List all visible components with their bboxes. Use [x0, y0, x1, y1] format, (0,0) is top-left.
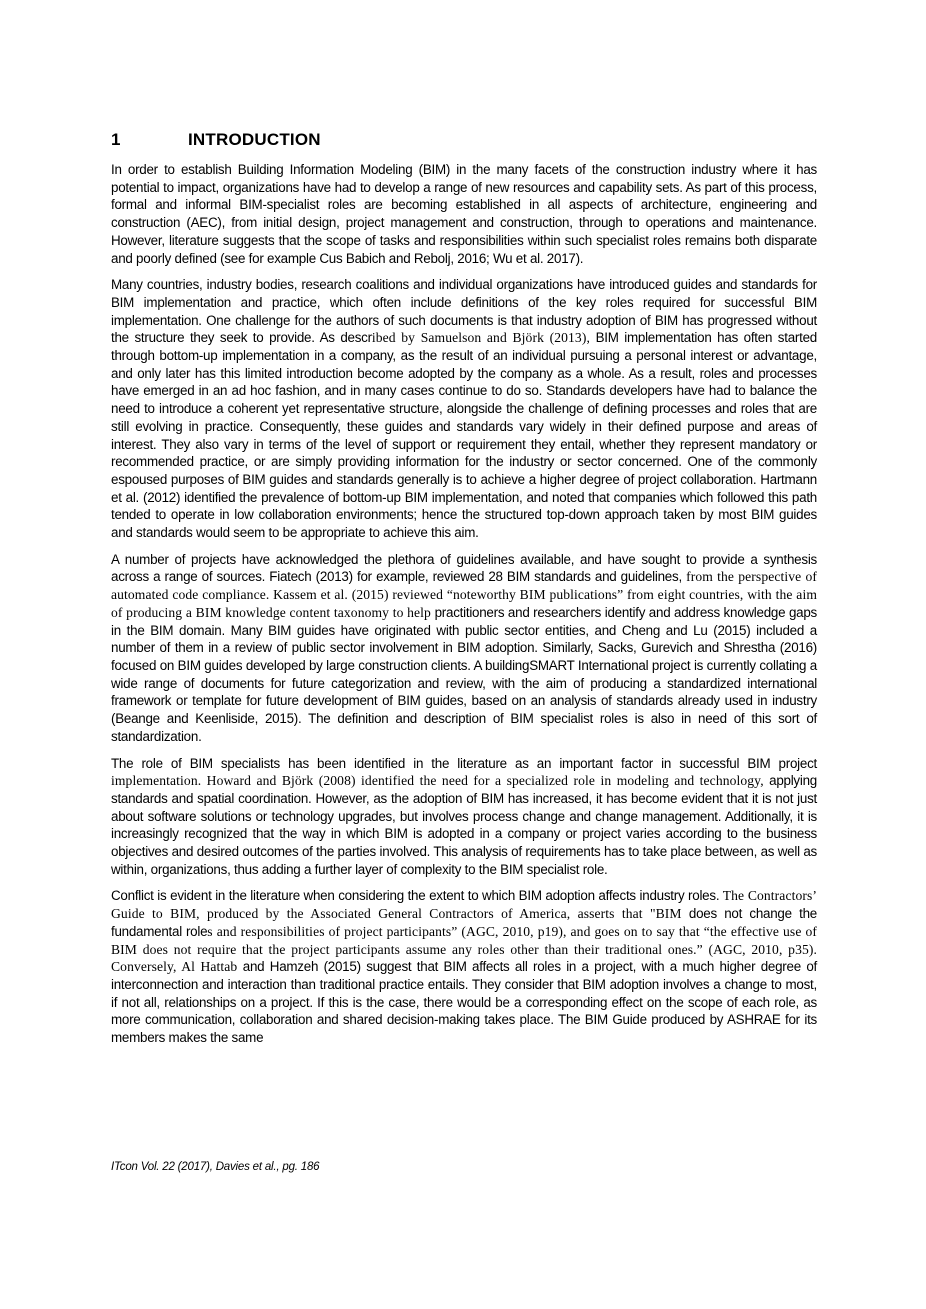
paragraph-5-text-d: s and responsibilities of project participants” (AGC, 2010, p19), and goes on to say that “the effective use of BIM does not require that the project participants assume any roles other than their traditional ones.” (AGC, 2010, p35). Conversely, Al Hattab — [111, 923, 818, 975]
paragraph-4-text-c: applying standards and spatial coordination. However, as the adoption of BIM has increased, it has become evident that it is not just about software solutions or technology upgrades, but involves process change and change management. Additionally, it is increasingly recognized that the way in which BIM is adopted in a company or project varies according to the business objectives and desired outcomes of the parties involved. This analysis of requirements has to take place between, as well as within, organizations, thus adding a further layer of complexity to the BIM specialist role. — [111, 773, 817, 877]
body-text — [111, 161, 817, 1056]
paragraph-3 — [111, 551, 817, 746]
paragraph-5-text-b: The Contractors’ Guide to BIM, produced by the Associated General Contractors of America, asserts that "BIM — [111, 888, 817, 922]
paragraph-2-text-a: Many countries, industry bodies, research coalitions and individual organizations have introduced guides and standards for BIM implementation and practice, which often include definitions of the key roles required for successful BIM implementation. One challenge for the authors of such documents is that industry adoption of BIM has progressed without the structure they seek to provide. As descr — [111, 277, 817, 346]
paragraph-3-text-c: practitioners and researchers identify and address knowledge gaps in the BIM domain. Many BIM guides have originated with public sector entities, and Cheng and Lu (2015) included a number of them in a review of public sector involvement in BIM adoption. Similarly, Sacks, Gurevich and Shrestha (2016) focused on BIM guides developed by large construction clients. A buildingSMART International project is currently collating a wide range of documents for future categorization and review, with the aim of producing a standardized international framework or template for future development of BIM guides, based on an analysis of standards already used in industry (Beange and Keenliside, 2015). The definition and description of BIM specialist roles is also in need of this sort of standardization. — [111, 604, 817, 744]
paragraph-2-text-c: BIM implementation has often started through bottom-up implementation in a company, as the result of an individual pursuing a personal interest or advantage, and only later has this limited introduction become adopted by the company as a whole. As a result, roles and processes have emerged in an ad hoc fashion, and in many cases continue to do so. Standards developers have had to balance the need to introduce a coherent yet representative structure, alongside the challenge of defining processes and roles that are still evolving in practice. Consequently, these guides and standards vary widely in their defined purpose and areas of interest. They also vary in terms of the level of support or requirement they entail, whether they represent mandatory or recommended practice, or are simply providing information for the industry or sector concerned. One of the commonly espoused purposes of BIM guides and standards generally is to achieve a higher degree of project collaboration. Hartmann et al. (2012) identified the prevalence of bottom-up BIM implementation, and noted that companies which followed this path tended to operate in low collaboration environments; hence the structured top-down approach taken by most BIM guides and standards would seem to be appropriate to achieve this aim. — [111, 330, 817, 541]
paragraph-5-text-c: does not change the fundamental role — [111, 906, 817, 939]
paragraph-1-text: In order to establish Building Information Modeling (BIM) in the many facets of the construction industry where it has potential to impact, organizations have had to develop a range of new resources and capability sets. As part of this process, formal and informal BIM-specialist roles are becoming established in all aspects of architecture, engineering and construction (AEC), from initial design, project management and construction, through to operations and maintenance. However, literature suggests that the scope of tasks and responsibilities within such specialist roles remains both disparate and poorly defined (see for example Cus Babich and Rebolj, 2016; Wu et al. 2017). — [111, 162, 817, 266]
paragraph-2-text-b: ibed by Samuelson and Björk (2013), — [371, 330, 590, 346]
paragraph-5-text-a: Conflict is evident in the literature when considering the extent to which BIM adoption affects industry roles. — [111, 888, 720, 904]
paragraph-4 — [111, 755, 817, 879]
paragraph-2 — [111, 276, 817, 542]
paragraph-5-text-e: and Hamzeh (2015) suggest that BIM affects all roles in a project, with a much higher degree of interconnection and interaction than traditional practice entails. They consider that BIM adoption involves a change to most, if not all, relationships on a project. If this is the case, there would be a corresponding effect on the scope of each role, as more communication, collaboration and shared decision-making takes place. The BIM Guide produced by ASHRAE for its members makes the same — [111, 959, 817, 1046]
section-number: 1 — [111, 130, 121, 149]
section-heading — [111, 130, 321, 150]
section-title: INTRODUCTION — [188, 130, 321, 149]
paragraph-4-text-b: implementation. Howard and Björk (2008) identified the need for a specialized role in modeling and technology, — [111, 773, 764, 789]
paragraph-4-text-a: The role of BIM specialists has been identified in the literature as an important factor in successful BIM project — [111, 755, 817, 771]
paragraph-3-text-b: from the perspective of automated code compliance. Kassem et al. (2015) reviewed “noteworthy BIM publications” from eight countries, with the aim of producing a BIM knowledge content taxonomy to help — [111, 569, 817, 620]
paragraph-5 — [111, 887, 817, 1046]
paragraph-1 — [111, 161, 817, 267]
paragraph-3-text-a: A number of projects have acknowledged the plethora of guidelines available, and have sought to provide a synthesis across a range of sources. Fiatech (2013) for example, reviewed 28 BIM standards and guidelines, — [111, 551, 817, 585]
page-footer: ITcon Vol. 22 (2017), Davies et al., pg. 186 — [111, 1161, 320, 1173]
